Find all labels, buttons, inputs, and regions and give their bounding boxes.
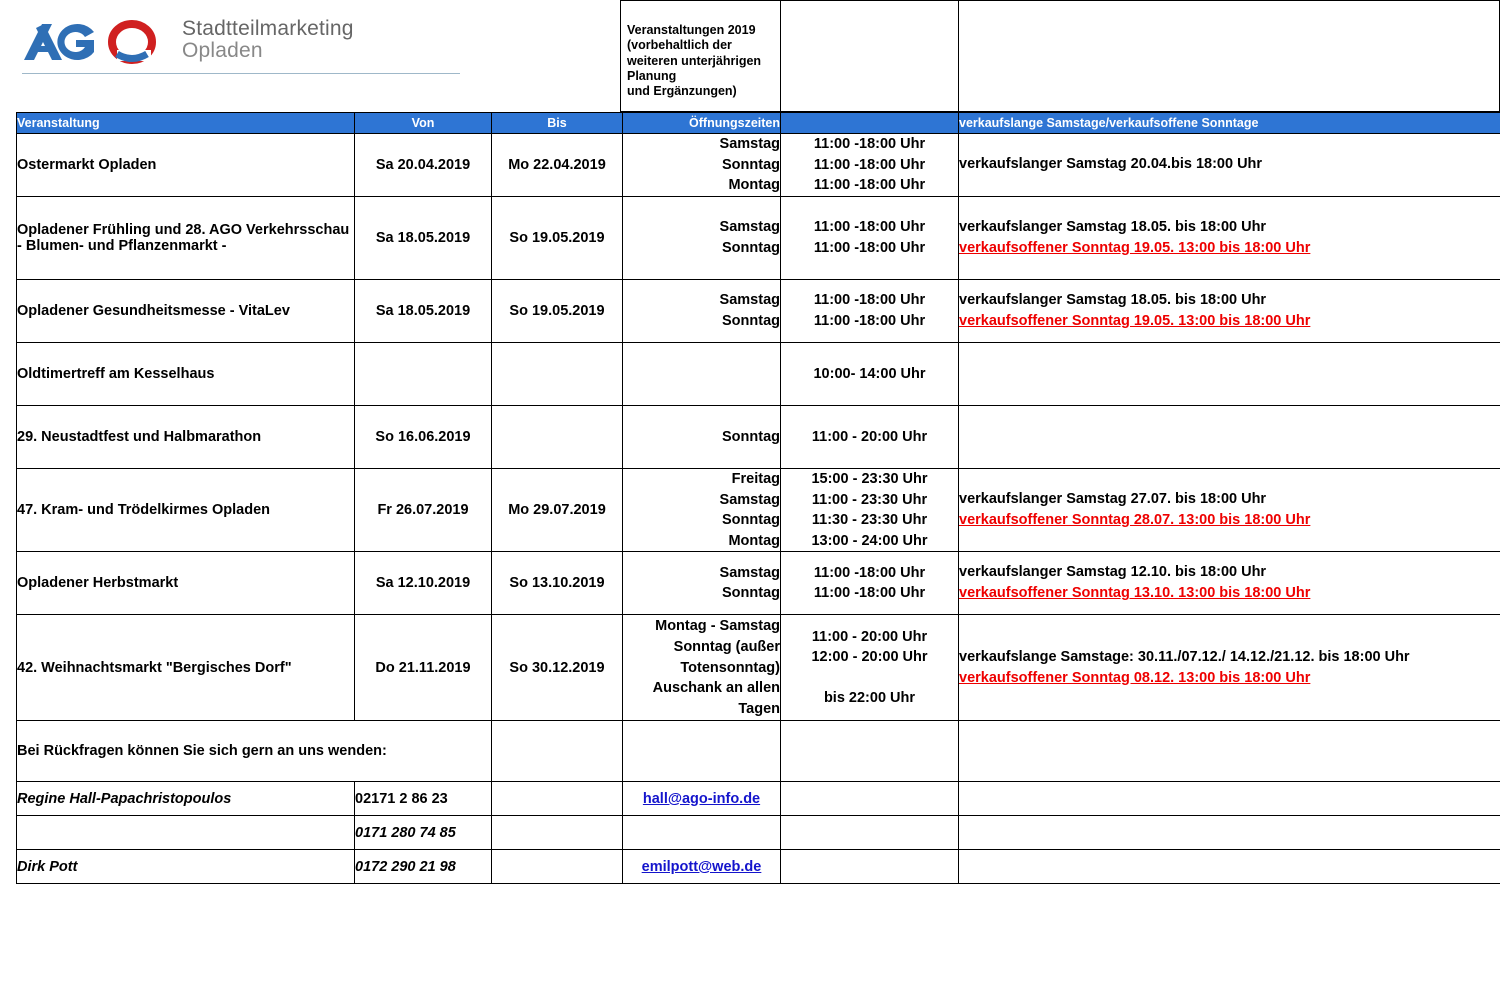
event-days-cell: Samstag Sonntag [623, 552, 781, 615]
logo-wordmark [182, 18, 354, 64]
contact-email-link[interactable]: hall@ago-info.de [642, 790, 761, 807]
contact-intro-row [17, 721, 1500, 782]
contact-row [17, 850, 1500, 884]
table-row [17, 134, 1500, 197]
table-row [17, 615, 1500, 721]
contact-blank-cell [492, 850, 623, 884]
event-times-cell: 11:00 -18:00 Uhr 11:00 -18:00 Uhr [781, 552, 959, 615]
event-from-cell: Sa 12.10.2019 [355, 552, 492, 615]
event-notes-cell: verkaufslanger Samstag 20.04.bis 18:00 Uhr [959, 134, 1500, 197]
contact-row [17, 816, 1500, 850]
contact-blank-cell-2 [781, 850, 959, 884]
event-times-cell: 10:00- 14:00 Uhr [781, 343, 959, 406]
event-notes-cell [959, 406, 1500, 469]
event-times-cell: 11:00 -18:00 Uhr 11:00 -18:00 Uhr [781, 280, 959, 343]
events-table [16, 112, 1500, 884]
contact-email-link[interactable]: emilpott@web.de [641, 858, 762, 875]
table-row [17, 280, 1500, 343]
event-days-cell [623, 343, 781, 406]
logo-line-2: Opladen [182, 39, 263, 63]
event-times-cell: 15:00 - 23:30 Uhr 11:00 - 23:30 Uhr 11:30 - 23:30 Uhr 13:00 - 24:00 Uhr [781, 469, 959, 552]
event-to-cell [492, 343, 623, 406]
event-from-cell: Sa 18.05.2019 [355, 280, 492, 343]
contact-person-name [17, 816, 355, 850]
event-name-cell: 47. Kram- und Trödelkirmes Opladen [17, 469, 355, 552]
event-times-cell: 11:00 -18:00 Uhr 11:00 -18:00 Uhr [781, 197, 959, 280]
logo [22, 18, 620, 64]
event-notes-cell: verkaufslanger Samstag 18.05. bis 18:00 Uhr verkaufsoffener Sonntag 19.05. 13:00 bis 18:00 Uhr [959, 280, 1500, 343]
contact-intro-blank-2 [623, 721, 781, 782]
header-blank-cell-1 [780, 0, 958, 112]
event-from-cell: Do 21.11.2019 [355, 615, 492, 721]
column-header-hours: Öffnungszeiten [623, 113, 781, 134]
event-name-cell: Opladener Herbstmarkt [17, 552, 355, 615]
column-header-blank [781, 113, 959, 134]
event-notes-cell: verkaufslanger Samstag 12.10. bis 18:00 Uhr verkaufsoffener Sonntag 13.10. 13:00 bis 18:00 Uhr [959, 552, 1500, 615]
table-row [17, 469, 1500, 552]
header-blank-cell-2 [958, 0, 1500, 112]
event-from-cell: Sa 18.05.2019 [355, 197, 492, 280]
contact-intro-blank-4 [959, 721, 1500, 782]
table-row [17, 406, 1500, 469]
logo-line-1: Stadtteilmarketing [182, 17, 354, 40]
contact-blank-cell-3 [959, 850, 1500, 884]
table-row [17, 197, 1500, 280]
ago-logo-icon [22, 20, 172, 64]
event-notes-cell: verkaufslange Samstage: 30.11./07.12./ 14.12./21.12. bis 18:00 Uhr verkaufsoffener Sonntag 08.12. 13:00 bis 18:00 Uhr [959, 615, 1500, 721]
event-days-cell: Freitag Samstag Sonntag Montag [623, 469, 781, 552]
event-to-cell: So 19.05.2019 [492, 280, 623, 343]
event-to-cell: So 19.05.2019 [492, 197, 623, 280]
event-from-cell: Sa 20.04.2019 [355, 134, 492, 197]
event-times-cell: 11:00 -18:00 Uhr 11:00 -18:00 Uhr 11:00 -18:00 Uhr [781, 134, 959, 197]
contact-intro-blank-1 [492, 721, 623, 782]
page-header [0, 0, 1500, 112]
contact-email-cell [623, 782, 781, 816]
column-header-to: Bis [492, 113, 623, 134]
event-from-cell: So 16.06.2019 [355, 406, 492, 469]
document-title-text: Veranstaltungen 2019 (vorbehaltlich der weiteren unterjährigen Planung und Ergänzungen) [627, 23, 762, 98]
table-header-row [17, 113, 1500, 134]
column-header-event: Veranstaltung [17, 113, 355, 134]
contact-blank-cell-3 [959, 782, 1500, 816]
event-to-cell [492, 406, 623, 469]
event-days-cell: Montag - Samstag Sonntag (außer Totensonntag) Auschank an allen Tagen [623, 615, 781, 721]
column-header-from: Von [355, 113, 492, 134]
column-header-notes: verkaufslange Samstage/verkaufsoffene Sonntage [959, 113, 1500, 134]
contact-blank-cell-2 [781, 816, 959, 850]
event-name-cell: Oldtimertreff am Kesselhaus [17, 343, 355, 406]
contact-intro-blank-3 [781, 721, 959, 782]
contact-blank-cell-3 [959, 816, 1500, 850]
contact-blank-cell [492, 782, 623, 816]
event-name-cell: 42. Weihnachtsmarkt "Bergisches Dorf" [17, 615, 355, 721]
event-to-cell: So 13.10.2019 [492, 552, 623, 615]
table-row [17, 343, 1500, 406]
event-notes-cell [959, 343, 1500, 406]
event-times-cell: 11:00 - 20:00 Uhr [781, 406, 959, 469]
table-row [17, 552, 1500, 615]
event-name-cell: 29. Neustadtfest und Halbmarathon [17, 406, 355, 469]
document-title [620, 0, 780, 112]
event-notes-cell: verkaufslanger Samstag 27.07. bis 18:00 Uhr verkaufsoffener Sonntag 28.07. 13:00 bis 18:00 Uhr [959, 469, 1500, 552]
contact-intro-text: Bei Rückfragen können Sie sich gern an uns wenden: [17, 721, 492, 782]
logo-divider [22, 73, 460, 74]
event-days-cell: Samstag Sonntag [623, 280, 781, 343]
contact-person-name: Regine Hall-Papachristopoulos [17, 782, 355, 816]
contact-row [17, 782, 1500, 816]
event-days-cell: Samstag Sonntag [623, 197, 781, 280]
event-to-cell: Mo 29.07.2019 [492, 469, 623, 552]
event-name-cell: Opladener Frühling und 28. AGO Verkehrsschau - Blumen- und Pflanzenmarkt - [17, 197, 355, 280]
event-to-cell: So 30.12.2019 [492, 615, 623, 721]
event-times-cell: 11:00 - 20:00 Uhr 12:00 - 20:00 Uhr bis 22:00 Uhr [781, 615, 959, 721]
event-notes-cell: verkaufslanger Samstag 18.05. bis 18:00 Uhr verkaufsoffener Sonntag 19.05. 13:00 bis 18:00 Uhr [959, 197, 1500, 280]
logo-cell [0, 0, 620, 112]
contact-email-cell [623, 816, 781, 850]
contact-blank-cell [492, 816, 623, 850]
contact-phone: 0171 280 74 85 [355, 816, 492, 850]
event-name-cell: Opladener Gesundheitsmesse - VitaLev [17, 280, 355, 343]
event-to-cell: Mo 22.04.2019 [492, 134, 623, 197]
event-days-cell: Sonntag [623, 406, 781, 469]
event-from-cell [355, 343, 492, 406]
event-name-cell: Ostermarkt Opladen [17, 134, 355, 197]
contact-person-name: Dirk Pott [17, 850, 355, 884]
event-days-cell: Samstag Sonntag Montag [623, 134, 781, 197]
contact-phone: 0172 290 21 98 [355, 850, 492, 884]
contact-email-cell [623, 850, 781, 884]
contact-blank-cell-2 [781, 782, 959, 816]
contact-phone: 02171 2 86 23 [355, 782, 492, 816]
event-from-cell: Fr 26.07.2019 [355, 469, 492, 552]
